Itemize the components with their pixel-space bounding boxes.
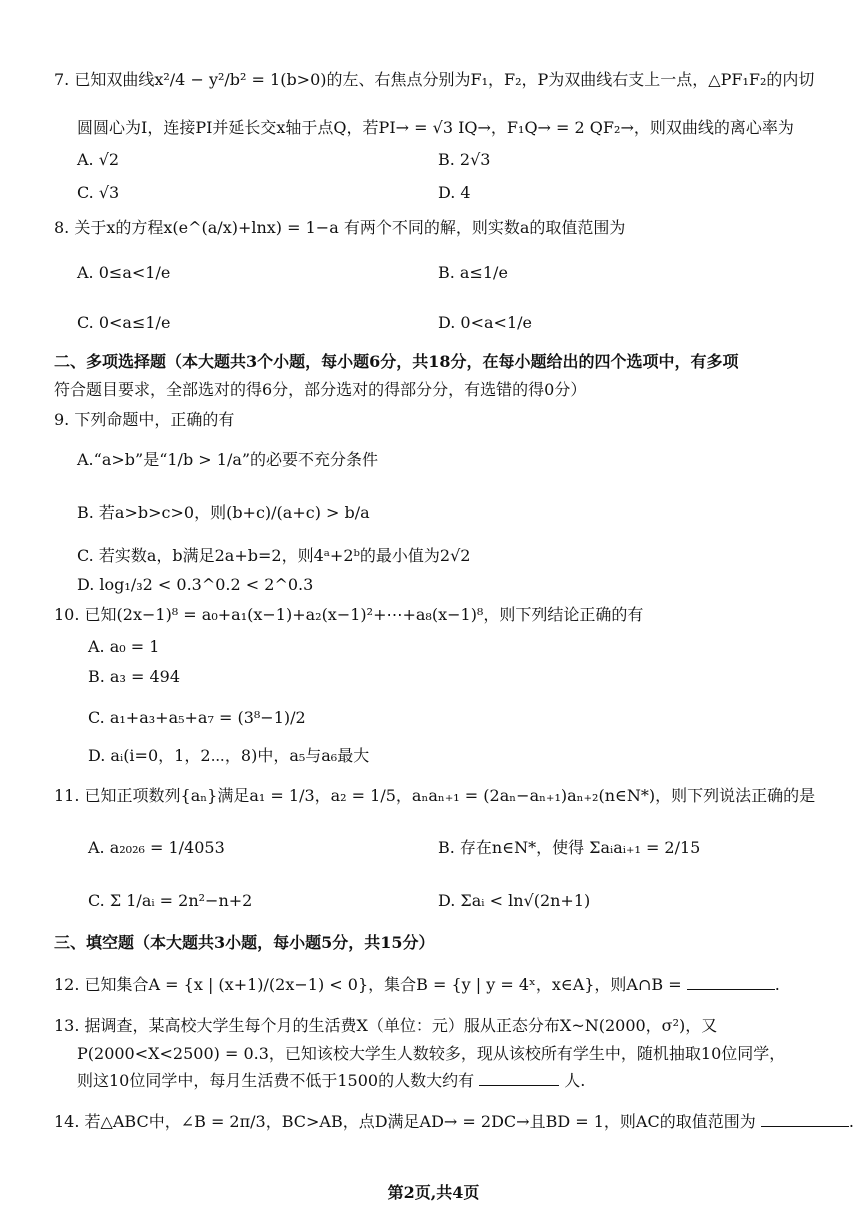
q11-option-b: B. 存在n∈N*，使得 Σaᵢaᵢ₊₁ = 2/15 (438, 838, 701, 857)
q13-answer-blank (479, 1071, 559, 1086)
q13-line2: P(2000<X<2500) = 0.3，已知该校大学生人数较多，现从该校所有学生中，随机抽取10位同学， (77, 1044, 786, 1063)
q8-option-a: A. 0≤a<1/e (77, 263, 171, 282)
q12-text: 12. 已知集合A = {x | (x+1)/(2x−1) < 0}，集合B = {y | y = 4ˣ，x∈A}，则A∩B = (54, 975, 682, 994)
section3-heading: 三、填空题（本大题共3小题，每小题5分，共15分） (54, 933, 435, 952)
q8-option-c: C. 0<a≤1/e (77, 313, 171, 332)
q7-line2: 圆圆心为I，连接PI并延长交x轴于点Q，若PI→ = √3 IQ→，F₁Q→ = 2 QF₂→，则双曲线的离心率为 (77, 118, 794, 137)
q9-option-d: D. log₁/₃2 < 0.3^0.2 < 2^0.3 (77, 575, 314, 594)
q11-stem: 11. 已知正项数列{aₙ}满足a₁ = 1/3，a₂ = 1/5，aₙaₙ₊₁ = (2aₙ−aₙ₊₁)aₙ₊₂(n∈N*)，则下列说法正确的是 (54, 786, 816, 805)
q10-option-d: D. aᵢ(i=0，1，2⋯，8)中，a₅与a₆最大 (88, 746, 370, 765)
q7-line1: 7. 已知双曲线x²/4 − y²/b² = 1(b>0)的左、右焦点分别为F₁，F₂，P为双曲线右支上一点，△PF₁F₂的内切 (54, 70, 815, 89)
q13-line3-text: 则这10位同学中，每月生活费不低于1500的人数大约有 (77, 1071, 475, 1090)
q9-option-b: B. 若a>b>c>0，则(b+c)/(a+c) > b/a (77, 503, 370, 522)
page-footer: 第2页,共4页 (387, 1183, 480, 1202)
q10-option-b: B. a₃ = 494 (88, 667, 180, 686)
q8-option-b: B. a≤1/e (438, 263, 508, 282)
q14-text: 14. 若△ABC中，∠B = 2π/3，BC>AB，点D满足AD→ = 2DC→且BD = 1，则AC的取值范围为 (54, 1112, 756, 1131)
q13-line3 (77, 1071, 585, 1091)
q13-line3-tail: 人. (564, 1071, 586, 1090)
q7-option-a: A. √2 (77, 150, 120, 169)
q14-stem: 14. 若△ABC中，∠B = 2π/3，BC>AB，点D满足AD→ = 2DC→且BD = 1，则AC的取值范围为 . (54, 1112, 854, 1131)
q11-option-a: A. a₂₀₂₆ = 1/4053 (88, 838, 225, 857)
q7-option-d: D. 4 (438, 183, 471, 202)
q12-answer-blank (687, 975, 775, 990)
q9-option-c: C. 若实数a，b满足2a+b=2，则4ᵃ+2ᵇ的最小值为2√2 (77, 546, 471, 565)
q7-option-c: C. √3 (77, 183, 120, 202)
q8-option-d: D. 0<a<1/e (438, 313, 532, 332)
q13-line1: 13. 据调查，某高校大学生每个月的生活费X（单位：元）服从正态分布X~N(2000，σ²)，又 (54, 1016, 718, 1035)
section2-heading-line2: 符合题目要求，全部选对的得6分，部分选对的得部分分，有选错的得0分） (54, 380, 587, 399)
section2-heading-line1: 二、多项选择题（本大题共3个小题，每小题6分，共18分，在每小题给出的四个选项中，有多项 (54, 352, 739, 371)
q11-option-d: D. Σaᵢ < ln√(2n+1) (438, 891, 591, 910)
q9-stem: 9. 下列命题中，正确的有 (54, 410, 235, 429)
q10-stem: 10. 已知(2x−1)⁸ = a₀+a₁(x−1)+a₂(x−1)²+⋯+a₈(x−1)⁸，则下列结论正确的有 (54, 605, 644, 624)
q10-option-a: A. a₀ = 1 (88, 637, 160, 656)
q8-stem: 8. 关于x的方程x(e^(a/x)+lnx) = 1−a 有两个不同的解，则实数a的取值范围为 (54, 218, 626, 237)
q9-option-a: A.“a>b”是“1/b > 1/a”的必要不充分条件 (77, 450, 379, 469)
q12-stem: 12. 已知集合A = {x | (x+1)/(2x−1) < 0}，集合B = {y | y = 4ˣ，x∈A}，则A∩B = . (54, 975, 780, 994)
q14-answer-blank (761, 1112, 849, 1127)
q7-option-b: B. 2√3 (438, 150, 491, 169)
q11-option-c: C. Σ 1/aᵢ = 2n²−n+2 (88, 891, 253, 910)
q10-option-c: C. a₁+a₃+a₅+a₇ = (3⁸−1)/2 (88, 708, 306, 727)
